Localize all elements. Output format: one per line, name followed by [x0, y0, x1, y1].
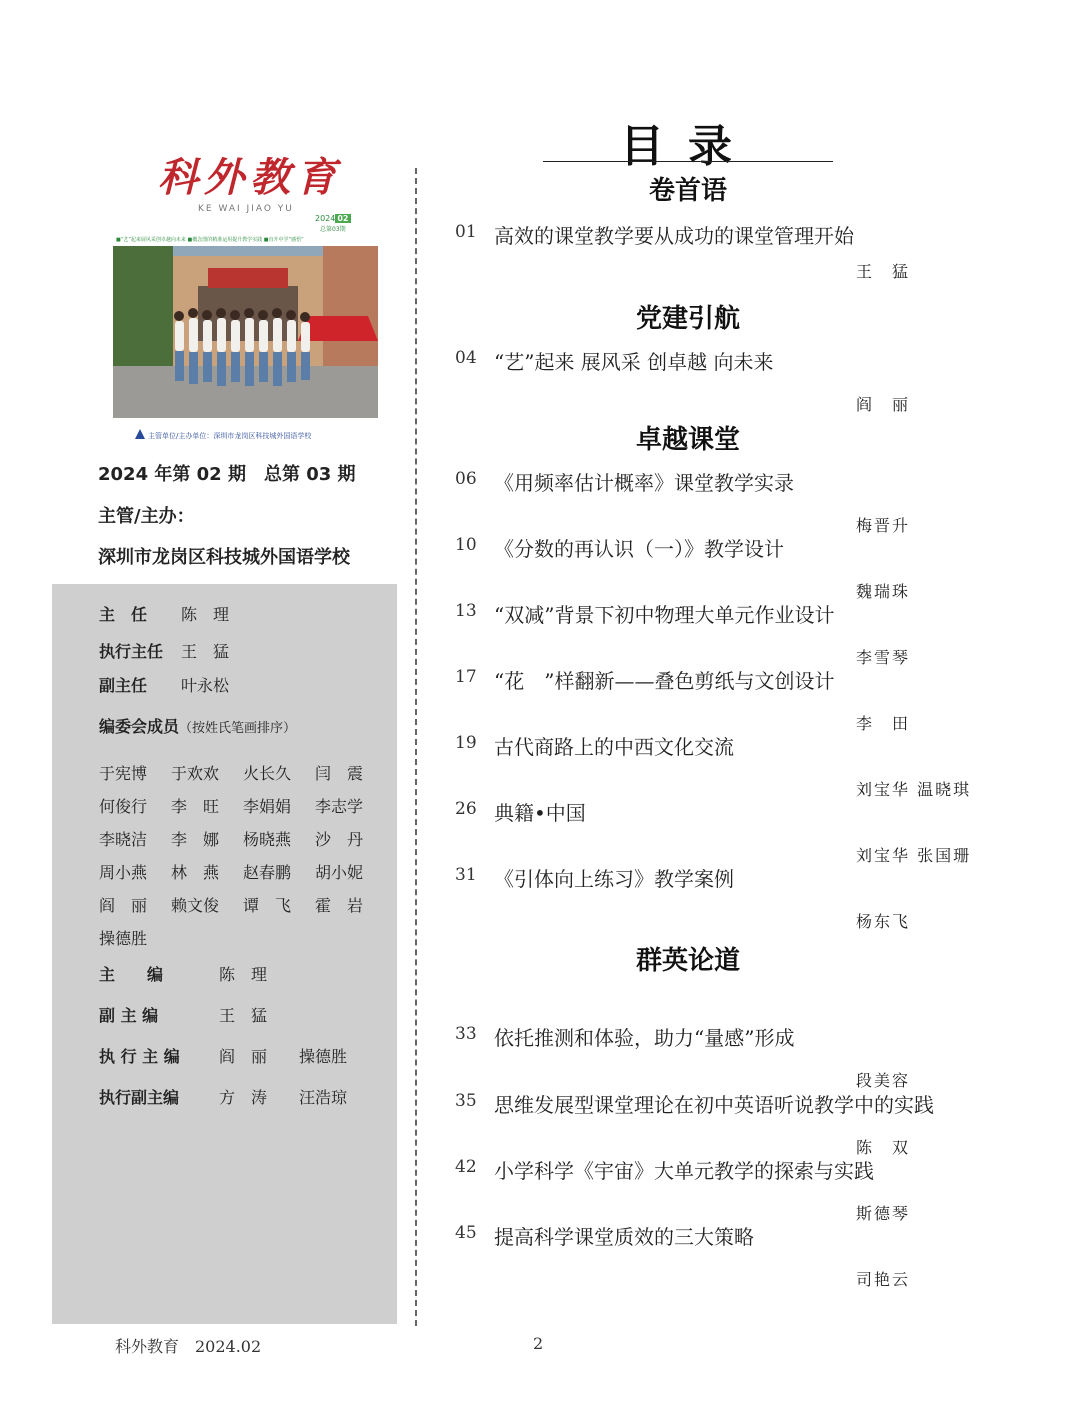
logo-pinyin: KE WAI JIAO YU [198, 204, 294, 214]
cover-total: 总第03期 [320, 226, 346, 233]
school-name: 深圳市龙岗区科技城外国语学校 [98, 547, 350, 568]
committee-member: 于宪博 [99, 764, 148, 783]
board-director: 主 任 陈 理 [99, 605, 230, 624]
cover-headlines: ■“艺”起来展风采创卓越向未来 ■概念图的精准运用提升教学实践 ■直升中学“感悟” [116, 237, 304, 243]
cover-thumbnail [110, 140, 380, 445]
committee-row [99, 921, 387, 954]
toc-author: 刘宝华 张国珊 [856, 846, 972, 865]
editorial-board [52, 584, 397, 1324]
committee-member: 霍 岩 [315, 896, 364, 915]
toc-page-number: 04 [455, 348, 477, 368]
committee-member: 沙 丹 [315, 830, 364, 849]
toc-page-number: 10 [455, 535, 477, 555]
committee-member: 李 旺 [171, 797, 220, 816]
journal-logo: 科外教育 [158, 154, 342, 201]
toc-article-title: 《引体向上练习》教学案例 [494, 867, 734, 891]
committee-members [99, 756, 387, 954]
board-exec-director: 执行主任 王 猛 [99, 642, 230, 661]
toc-author: 刘宝华 温晓琪 [856, 780, 972, 799]
committee-member: 火长久 [243, 764, 292, 783]
toc-page-number: 42 [455, 1157, 477, 1177]
toc-article-title: 古代商路上的中西文化交流 [494, 735, 734, 759]
toc-section-heading: 党建引航 [635, 304, 740, 334]
toc-page-number: 33 [455, 1024, 477, 1044]
toc-page-number: 26 [455, 799, 477, 819]
committee-member: 阎 丽 [99, 896, 148, 915]
toc-article-title: 《用频率估计概率》课堂教学实录 [494, 471, 794, 495]
committee-member: 于欢欢 [171, 764, 220, 783]
committee-member: 何俊行 [99, 797, 148, 816]
toc-page-number: 13 [455, 601, 477, 621]
toc-article-title: “艺”起来 展风采 创卓越 向未来 [494, 350, 774, 374]
toc-page-number: 19 [455, 733, 477, 753]
toc-article-title: 《分数的再认识（一）》教学设计 [494, 537, 784, 561]
toc-section-heading: 卷首语 [648, 176, 727, 206]
committee-member: 周小燕 [99, 863, 148, 882]
committee-member: 李娟娟 [243, 797, 292, 816]
issue-line: 2024 年第 02 期 总第 03 期 [98, 464, 356, 485]
toc-section-heading: 群英论道 [635, 946, 740, 976]
toc-author: 段美容 [856, 1071, 911, 1090]
committee-member: 李志学 [315, 797, 364, 816]
toc-author: 梅晋升 [856, 516, 911, 535]
cover-issue: 2024 02 [315, 214, 349, 223]
toc-page-number: 17 [455, 667, 477, 687]
cover-sponsor: 主管单位/主办单位：深圳市龙岗区科技城外国语学校 [148, 432, 312, 440]
toc-article-title: “花 ”样翻新——叠色剪纸与文创设计 [494, 669, 835, 693]
toc-author: 司艳云 [856, 1270, 911, 1289]
committee-member: 赖文俊 [171, 896, 220, 915]
toc-title-rule [543, 161, 833, 162]
toc-author: 斯德琴 [856, 1204, 911, 1223]
toc-page-number: 45 [455, 1223, 477, 1243]
toc-author: 李 田 [856, 714, 911, 733]
board-deputy-editor: 副 主 编 王 猛 [99, 1006, 268, 1025]
toc-author: 李雪琴 [856, 648, 911, 667]
committee-row [99, 789, 387, 822]
committee-member: 闫 震 [315, 764, 364, 783]
toc-page-number: 06 [455, 469, 477, 489]
toc-page-number: 01 [455, 222, 477, 242]
toc-article-title: 思维发展型课堂理论在初中英语听说教学中的实践 [494, 1093, 934, 1117]
committee-row [99, 888, 387, 921]
toc-article-title: 小学科学《宇宙》大单元教学的探索与实践 [494, 1159, 874, 1183]
toc-section-heading: 卓越课堂 [635, 425, 740, 455]
toc-page-number: 35 [455, 1091, 477, 1111]
board-exec-editor: 执 行 主 编 阎 丽 操德胜 [99, 1047, 348, 1066]
page-number: 2 [533, 1334, 544, 1353]
toc-article-title: 提高科学课堂质效的三大策略 [494, 1225, 754, 1249]
board-vice-director: 副主任 叶永松 [99, 676, 230, 695]
school-emblem-icon [134, 428, 146, 440]
committee-member: 林 燕 [171, 863, 220, 882]
committee-row [99, 855, 387, 888]
sponsor-label: 主管/主办： [98, 506, 195, 527]
committee-member: 赵春鹏 [243, 863, 292, 882]
toc-page-number: 31 [455, 865, 477, 885]
committee-member: 李晓洁 [99, 830, 148, 849]
toc-article-title: 依托推测和体验，助力“量感”形成 [494, 1026, 795, 1050]
committee-heading: 编委会成员（按姓氏笔画排序） [99, 717, 297, 736]
toc-author: 陈 双 [856, 1138, 911, 1157]
board-exec-deputy-editor: 执行副主编 方 涛 汪浩琼 [99, 1088, 348, 1107]
toc-article-title: 典籍•中国 [494, 801, 586, 825]
cover-photo [113, 246, 378, 418]
committee-member: 李 娜 [171, 830, 220, 849]
committee-member: 胡小妮 [315, 863, 364, 882]
column-divider [415, 168, 417, 1326]
toc-article-title: 高效的课堂教学要从成功的课堂管理开始 [494, 224, 854, 248]
toc-author: 王 猛 [856, 262, 911, 281]
committee-row [99, 822, 387, 855]
toc-author: 魏瑞珠 [856, 582, 911, 601]
toc-title: 目录 [620, 121, 756, 172]
toc-article-title: “双减”背景下初中物理大单元作业设计 [494, 603, 835, 627]
committee-member: 杨晓燕 [243, 830, 292, 849]
toc-author: 阎 丽 [856, 395, 911, 414]
footer-journal: 科外教育 2024.02 [115, 1337, 262, 1356]
committee-member: 操德胜 [99, 929, 148, 948]
committee-member: 谭 飞 [243, 896, 292, 915]
toc-author: 杨东飞 [856, 912, 911, 931]
board-chief-editor: 主 编 陈 理 [99, 965, 268, 984]
committee-row [99, 756, 387, 789]
